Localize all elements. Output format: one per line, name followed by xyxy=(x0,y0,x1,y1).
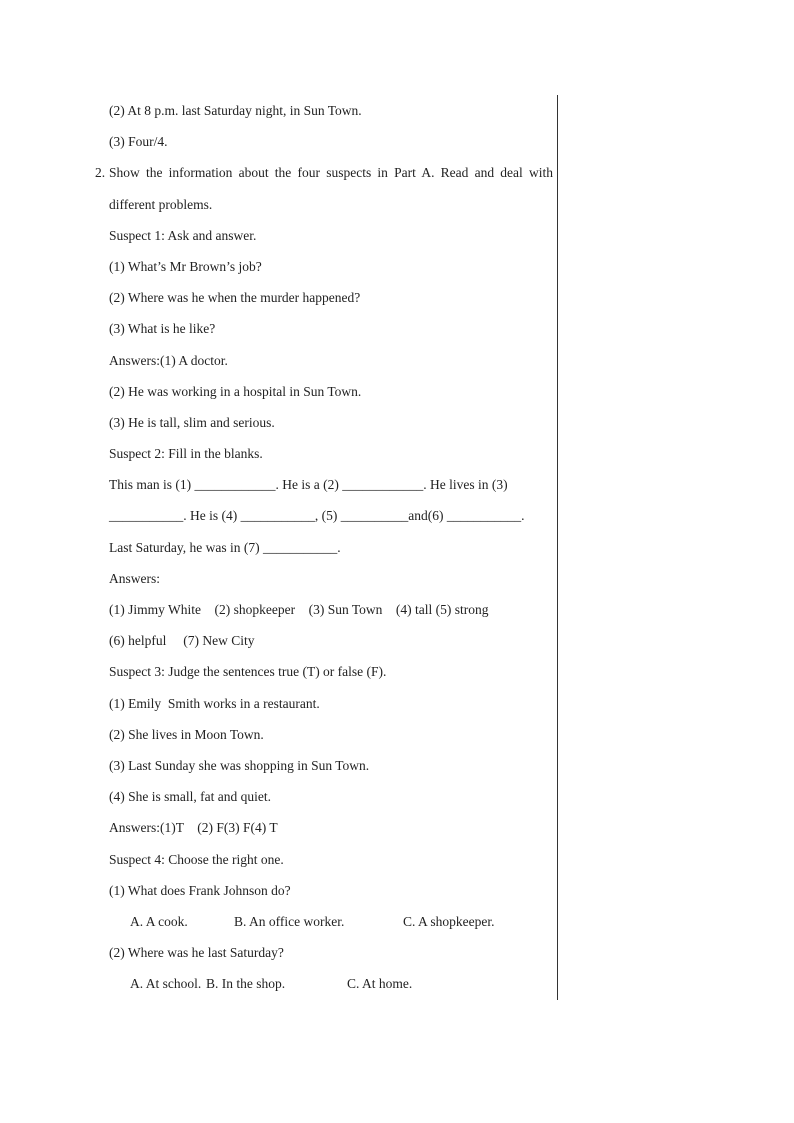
option-a: A. A cook. xyxy=(130,913,188,929)
blank-line: Last Saturday, he was in (7) ___________. xyxy=(109,539,341,555)
suspect-1-heading: Suspect 1: Ask and answer. xyxy=(109,227,257,243)
answers-label: Answers: xyxy=(109,570,160,586)
statement-line: (2) She lives in Moon Town. xyxy=(109,726,264,742)
answer-line: (3) Four/4. xyxy=(109,134,168,150)
blank-line: ___________. He is (4) ___________, (5) __________and(6) ___________. xyxy=(109,508,525,524)
step-2-text: Show the information about the four suspects in Part A. Read and deal with xyxy=(109,165,553,181)
table-right-border xyxy=(557,95,558,1000)
question-line: (2) Where was he last Saturday? xyxy=(109,945,284,961)
question-line: (1) What does Frank Johnson do? xyxy=(109,882,291,898)
step-2-heading xyxy=(95,157,553,188)
answer-line: Answers:(1) A doctor. xyxy=(109,352,228,368)
worksheet-content xyxy=(95,95,553,999)
option-c: C. A shopkeeper. xyxy=(403,913,495,929)
statement-line: (1) Emily Smith works in a restaurant. xyxy=(109,695,320,711)
answer-line: (1) Jimmy White (2) shopkeeper (3) Sun Town (4) tall (5) strong xyxy=(109,602,489,617)
suspect-2-heading: Suspect 2: Fill in the blanks. xyxy=(109,446,263,462)
suspect-4-heading: Suspect 4: Choose the right one. xyxy=(109,851,284,867)
answer-line: Answers:(1)T (2) F(3) F(4) T xyxy=(109,820,278,836)
step-2-text-cont: different problems. xyxy=(109,196,213,212)
question-line: (3) What is he like? xyxy=(109,321,216,337)
option-b: B. An office worker. xyxy=(234,913,345,929)
options-row xyxy=(95,906,553,937)
question-line: (2) Where was he when the murder happened? xyxy=(109,290,361,306)
option-b: B. In the shop. xyxy=(206,976,286,992)
options-row xyxy=(95,968,553,999)
statement-line: (4) She is small, fat and quiet. xyxy=(109,789,271,805)
answer-line: (3) He is tall, slim and serious. xyxy=(109,414,275,430)
answer-line: (2) At 8 p.m. last Saturday night, in Sun Town. xyxy=(109,103,362,118)
option-a: A. At school. xyxy=(130,976,202,992)
blank-line: This man is (1) ____________. He is a (2) ____________. He lives in (3) xyxy=(109,477,508,493)
step-number: 2. xyxy=(95,165,106,181)
answer-line: (6) helpful (7) New City xyxy=(109,633,255,649)
answer-line: (2) He was working in a hospital in Sun Town. xyxy=(109,383,362,399)
suspect-3-heading: Suspect 3: Judge the sentences true (T) or false (F). xyxy=(109,664,387,680)
question-line: (1) What’s Mr Brown’s job? xyxy=(109,258,262,274)
statement-line: (3) Last Sunday she was shopping in Sun Town. xyxy=(109,757,370,773)
option-c: C. At home. xyxy=(347,976,413,992)
